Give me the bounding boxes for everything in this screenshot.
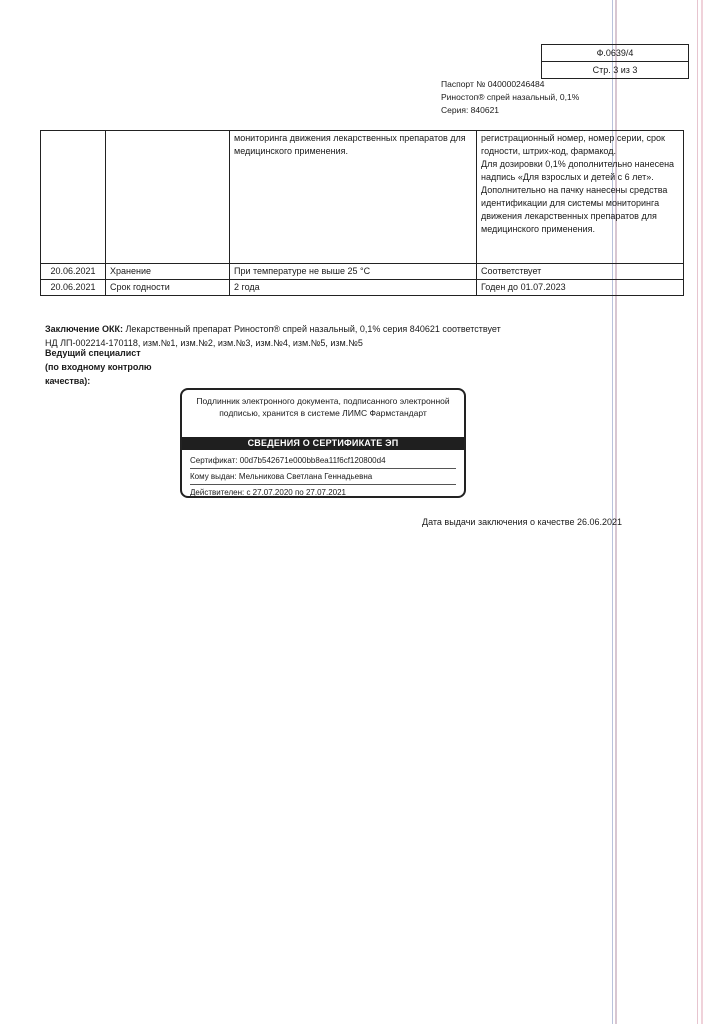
certificate-validity: Действителен: с 27.07.2020 по 27.07.2021 [190,488,346,497]
date-cell: 20.06.2021 [41,280,106,296]
specialist-label: Ведущий специалист (по входному контролю качества): [45,348,152,386]
date-cell [41,131,106,264]
scan-artifact-line [697,0,698,1024]
norm-cell [230,131,477,264]
result-text: Дополнительно на пачку нанесены средства идентификации для системы мониторинга движения лекарственных препаратов для медицинского применения. [481,185,668,234]
stamp-band: СВЕДЕНИЯ О СЕРТИФИКАТЕ ЭП [182,437,464,450]
parameter-cell [106,131,230,264]
table-row [41,131,684,264]
quality-table [40,130,684,296]
conclusion-text: Лекарственный препарат Риностоп® спрей назальный, 0,1% серия 840621 соответствует НД ЛП-002214-170118, изм.№1, изм.№2, изм.№3, изм.№4, изм.№5, изм.№5 [45,324,501,348]
norm-cell: 2 года [230,280,477,296]
form-number: Ф.0639/4 [542,45,688,62]
form-number-box [541,44,689,79]
result-cell: Годен до 01.07.2023 [477,280,684,296]
issue-date: Дата выдачи заключения о качестве 26.06.2021 [422,517,622,527]
norm-cell: При температуре не выше 25 °С [230,264,477,280]
result-text: регистрационный номер, номер серии, срок годности, штрих-код, фармакод. [481,133,665,156]
e-signature-stamp [180,388,466,498]
scan-artifact-line [701,0,703,1024]
stamp-details [182,450,464,498]
parameter-cell: Срок годности [106,280,230,296]
result-cell: Соответствует [477,264,684,280]
product-name: Риностоп® спрей назальный, 0,1% [441,92,580,102]
date-cell: 20.06.2021 [41,264,106,280]
passport-info [441,78,579,117]
result-text: Для дозировки 0,1% дополнительно нанесена надпись «Для взрослых и детей с 6 лет». [481,159,675,182]
stamp-header: Подлинник электронного документа, подписанного электронной подписью, хранится в системе ЛИМС Фармстандарт [196,396,450,418]
norm-text: мониторинга движения лекарственных препаратов для медицинского применения. [234,133,466,156]
conclusion-label: Заключение ОКК: [45,324,124,334]
table-row [41,280,684,296]
certificate-id: Сертификат: 00d7b542671e000bb8ea11f6cf120800d4 [190,453,456,469]
certificate-owner: Кому выдан: Мельникова Светлана Геннадьевна [190,469,456,485]
passport-number: Паспорт № 040000246484 [441,79,545,89]
series-number: Серия: 840621 [441,105,500,115]
page-number: Стр. 3 из 3 [592,65,638,75]
result-cell [477,131,684,264]
parameter-cell: Хранение [106,264,230,280]
table-row [41,264,684,280]
